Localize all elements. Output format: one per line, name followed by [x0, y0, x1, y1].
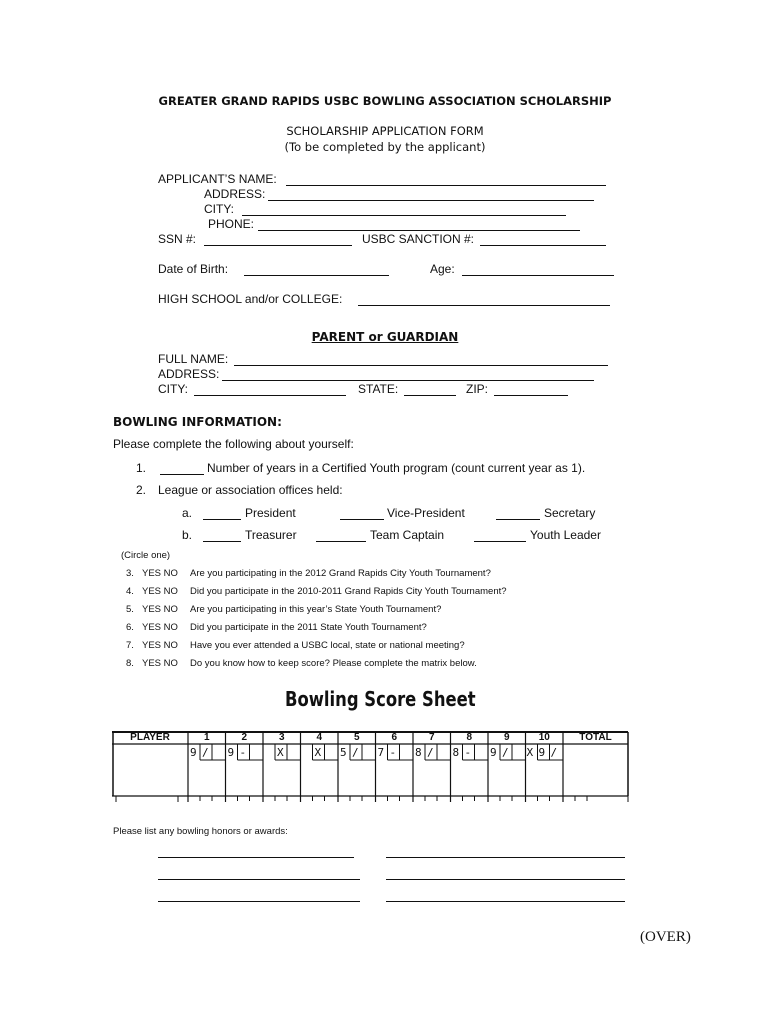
yes-no-choice[interactable]: YES NO	[142, 604, 178, 615]
frame-number: 5	[353, 732, 360, 743]
parent-city-label: CITY:	[158, 382, 189, 396]
usbc-sanction-field[interactable]	[480, 245, 606, 246]
honor-field-5[interactable]	[158, 901, 360, 902]
question-number: 6.	[126, 622, 134, 633]
parent-address-field[interactable]	[222, 380, 594, 381]
age-field[interactable]	[462, 275, 614, 276]
frame-mark: /	[427, 746, 434, 759]
form-subtitle-note: (To be completed by the applicant)	[284, 140, 486, 154]
parent-name-field[interactable]	[234, 365, 608, 366]
question-number: 3.	[126, 568, 134, 579]
row-b-label: b.	[182, 528, 193, 542]
question-number: 5.	[126, 604, 134, 615]
yes-no-choice[interactable]: YES NO	[142, 622, 178, 633]
applicant-name-label: APPLICANT’S NAME:	[158, 172, 277, 186]
frame-number: 4	[316, 732, 323, 743]
usbc-sanction-label: USBC SANCTION #:	[362, 232, 475, 246]
bowling-heading: BOWLING INFORMATION:	[113, 415, 282, 429]
frame-mark: 8	[415, 746, 422, 759]
frame-number: 2	[241, 732, 248, 743]
yes-no-choice[interactable]: YES NO	[142, 586, 178, 597]
honor-field-6[interactable]	[386, 901, 625, 902]
yes-no-choice[interactable]: YES NO	[142, 568, 178, 579]
parent-zip-label: ZIP:	[466, 382, 489, 396]
honor-field-4[interactable]	[386, 879, 625, 880]
frame-mark: -	[389, 746, 397, 759]
school-field[interactable]	[358, 305, 610, 306]
applicant-city-label: CITY:	[204, 202, 235, 216]
frame-mark: 9	[227, 746, 235, 759]
form-title: GREATER GRAND RAPIDS USBC BOWLING ASSOCIATION SCHOLARSHIP	[158, 94, 612, 108]
frame-mark: 9	[538, 746, 546, 759]
parent-state-field[interactable]	[404, 395, 456, 396]
form-subtitle: SCHOLARSHIP APPLICATION FORM	[286, 124, 484, 138]
q1-years-field[interactable]	[160, 474, 204, 475]
applicant-address-label: ADDRESS:	[204, 187, 266, 201]
score-sheet-title: Bowling Score Sheet	[285, 687, 476, 711]
frame-mark: 9	[190, 746, 197, 759]
age-label: Age:	[430, 262, 455, 276]
frame-mark: 9	[490, 746, 497, 759]
frame-mark: /	[502, 746, 509, 759]
q2-number: 2.	[136, 483, 147, 497]
treasurer-field[interactable]	[203, 541, 241, 542]
president-label: President	[245, 506, 296, 520]
q1-text: Number of years in a Certified Youth program (count current year as 1).	[207, 461, 586, 475]
frame-mark: /	[352, 746, 359, 759]
applicant-phone-field[interactable]	[258, 230, 580, 231]
parent-state-label: STATE:	[358, 382, 399, 396]
applicant-city-field[interactable]	[242, 215, 566, 216]
president-field[interactable]	[203, 519, 241, 520]
vice-president-field[interactable]	[340, 519, 384, 520]
frame-mark: -	[239, 746, 247, 759]
frame-number: 1	[203, 732, 210, 743]
over-note: (OVER)	[640, 929, 691, 945]
parent-heading: PARENT or GUARDIAN	[311, 330, 459, 344]
applicant-address-field[interactable]	[268, 200, 594, 201]
question-number: 8.	[126, 658, 134, 669]
frame-number: 8	[466, 732, 473, 743]
parent-zip-field[interactable]	[494, 395, 568, 396]
ssn-label: SSN #:	[158, 232, 197, 246]
yes-no-choice[interactable]: YES NO	[142, 658, 178, 669]
youth-leader-label: Youth Leader	[530, 528, 601, 542]
dob-field[interactable]	[244, 275, 389, 276]
frame-mark: -	[464, 746, 472, 759]
team-captain-field[interactable]	[316, 541, 366, 542]
parent-name-label: FULL NAME:	[158, 352, 229, 366]
frame-number: 9	[503, 732, 510, 743]
yes-no-choice[interactable]: YES NO	[142, 640, 178, 651]
frame-number: 7	[428, 732, 435, 743]
q2-text: League or association offices held:	[158, 483, 343, 497]
honor-field-3[interactable]	[158, 879, 360, 880]
secretary-field[interactable]	[496, 519, 540, 520]
honor-field-2[interactable]	[386, 857, 625, 858]
q1-number: 1.	[136, 461, 147, 475]
youth-leader-field[interactable]	[474, 541, 526, 542]
question-number: 7.	[126, 640, 134, 651]
frame-mark: 8	[452, 746, 460, 759]
parent-city-field[interactable]	[194, 395, 346, 396]
question-text: Are you participating in the 2012 Grand Rapids City Youth Tournament?	[190, 568, 491, 579]
frame-number: 10	[538, 732, 550, 743]
parent-address-label: ADDRESS:	[158, 367, 220, 381]
row-a-label: a.	[182, 506, 193, 520]
team-captain-label: Team Captain	[370, 528, 445, 542]
frame-mark: X	[314, 746, 322, 759]
frame-mark: /	[550, 746, 558, 759]
applicant-name-field[interactable]	[286, 185, 606, 186]
question-text: Are you participating in this year’s State Youth Tournament?	[190, 604, 442, 615]
player-header: PLAYER	[130, 732, 170, 743]
frame-mark: X	[526, 746, 534, 759]
frame-number: 3	[278, 732, 285, 743]
ssn-field[interactable]	[204, 245, 352, 246]
vice-president-label: Vice-President	[387, 506, 465, 520]
frame-mark: 5	[340, 746, 347, 759]
question-number: 4.	[126, 586, 134, 597]
question-text: Have you ever attended a USBC local, state or national meeting?	[190, 640, 465, 651]
frame-number: 6	[391, 732, 398, 743]
honor-field-1[interactable]	[158, 857, 354, 858]
frame-mark: 7	[377, 746, 385, 759]
secretary-label: Secretary	[544, 506, 596, 520]
circle-one-note: (Circle one)	[121, 550, 171, 561]
frame-mark: X	[277, 746, 284, 759]
honors-label: Please list any bowling honors or awards:	[113, 826, 288, 837]
dob-label: Date of Birth:	[158, 262, 229, 276]
total-header: TOTAL	[579, 732, 612, 743]
applicant-phone-label: PHONE:	[208, 217, 255, 231]
school-label: HIGH SCHOOL and/or COLLEGE:	[158, 292, 343, 306]
question-text: Did you participate in the 2010-2011 Grand Rapids City Youth Tournament?	[190, 586, 507, 597]
question-text: Did you participate in the 2011 State Youth Tournament?	[190, 622, 427, 633]
question-text: Do you know how to keep score? Please complete the matrix below.	[190, 658, 477, 669]
frame-mark: /	[202, 746, 209, 759]
bowling-intro: Please complete the following about yourself:	[113, 437, 354, 451]
treasurer-label: Treasurer	[245, 528, 297, 542]
